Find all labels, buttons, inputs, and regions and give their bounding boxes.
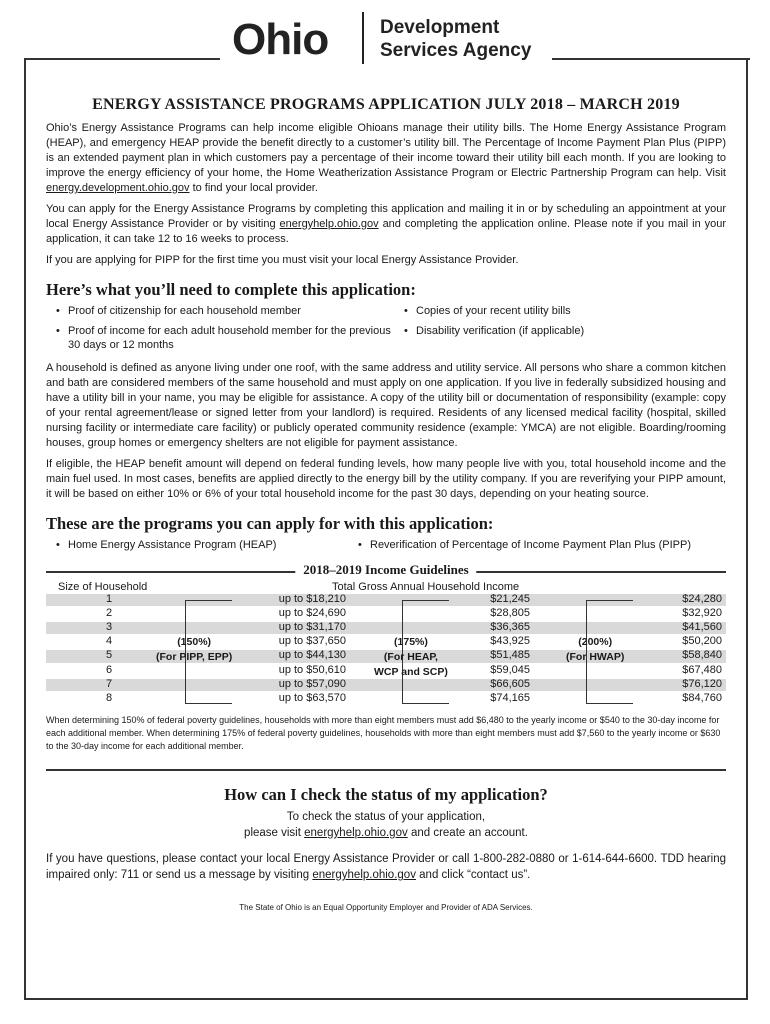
household-size-cell: 7: [105, 677, 113, 690]
label-175-percent-line: WCP and SCP): [374, 666, 448, 678]
income-175-cell: $36,365: [490, 621, 530, 634]
income-200-cell: $50,200: [682, 635, 722, 648]
income-guidelines-header: [46, 562, 726, 580]
status-line-1: To check the status of your application,: [286, 811, 486, 823]
frame-top-right: [552, 58, 750, 60]
income-175-cell: $51,485: [490, 649, 530, 662]
needs-list: [46, 304, 726, 352]
income-200-cell: $58,840: [682, 649, 722, 662]
page-title: ENERGY ASSISTANCE PROGRAMS APPLICATION JULY 2018 – MARCH 2019: [92, 96, 680, 113]
income-150-cell: up to $63,570: [278, 691, 346, 704]
household-size-cell: 4: [105, 635, 113, 648]
column-header-size: Size of Household: [58, 581, 148, 593]
income-guidelines-title: 2018–2019 Income Guidelines: [295, 562, 476, 578]
label-200-percent-line: (For HWAP): [566, 651, 625, 663]
household-size-cell: 5: [105, 649, 113, 662]
table-row: [46, 679, 726, 691]
frame-top-left: [24, 58, 220, 60]
household-size-cell: 3: [105, 621, 113, 634]
list-item: • Proof of income for each adult household member for the previous 30 days or 12 months: [46, 324, 394, 352]
income-175-cell: $21,245: [490, 593, 530, 605]
intro-paragraph-1: Ohio’s Energy Assistance Programs can help income eligible Ohioans manage their utility bills. The Home Energy Assistance Program (HEAP), and emergency HEAP provide the benefit directly to a customer’s utility bill. The Percentage of Income Payment Plan Plus (PIPP) is an extended payment plan in which customers pay a percentage of their income toward their utility bill each month. If you are looking to improve the energy efficiency of your home, the Home Weatherization Assistance Program or Electric Partnership Program can help. Visit energy.development.ohio.gov to find your local provider.: [46, 122, 726, 194]
list-item: • Home Energy Assistance Program (HEAP): [46, 538, 348, 552]
income-175-cell: $74,165: [490, 691, 530, 704]
income-200-cell: $67,480: [682, 663, 722, 676]
income-guidelines-table: [46, 580, 726, 708]
programs-list: [46, 538, 726, 552]
document-content: [46, 96, 726, 912]
label-150-percent-line: (150%): [177, 636, 212, 648]
agency-name-line2: Services Agency: [380, 40, 532, 61]
income-150-cell: up to $37,650: [278, 635, 346, 648]
section-divider: [46, 769, 726, 771]
income-150-cell: up to $44,130: [278, 649, 346, 662]
guidelines-footnote: When determining 150% of federal poverty guidelines, households with more than eight members must add $6,480 to the yearly income or $540 to the 30-day income for each additional member. When determining 175% of federal poverty guidelines, households with more than eight members must add $7,560 to the yearly income or $630 to the 30-day income for each additional member.: [46, 715, 721, 751]
energyhelp-link-2[interactable]: energyhelp.ohio.gov: [304, 827, 408, 839]
intro-paragraph-3: If you are applying for PIPP for the first time you must visit your local Energy Assistance Provider.: [46, 254, 519, 266]
household-size-cell: 1: [105, 593, 113, 605]
label-175-percent-line: (For HEAP,: [383, 651, 438, 663]
agency-name-line1: Development: [380, 17, 500, 38]
benefit-info: If eligible, the HEAP benefit amount will depend on federal funding levels, how many people live with you, total household income and the main fuel used. In most cases, benefits are applied directly to the energy bill by the utility company. If you are reverifying your PIPP amount, it will be based on either 10% or 6% of your total household income for the past 30 days, depending on your heating source.: [46, 458, 726, 500]
intro-paragraph-2: You can apply for the Energy Assistance Programs by completing this application and mailing it in or by scheduling an appointment at your local Energy Assistance Provider or by visiting energyhelp.ohio.gov and completing the application online. Please note if you mail in your application, it can take 12 to 16 weeks to process.: [46, 203, 727, 245]
table-row: [46, 622, 726, 634]
income-175-cell: $59,045: [490, 663, 530, 676]
list-item: • Disability verification (if applicable): [394, 324, 726, 352]
household-size-cell: 2: [105, 607, 113, 620]
income-200-cell: $41,560: [682, 621, 722, 634]
logo-divider: [362, 12, 364, 64]
income-200-cell: $24,280: [682, 593, 722, 605]
page-header: [0, 6, 770, 66]
contact-info: If you have questions, please contact your local Energy Assistance Provider or call 1-800-282-0880 or 1-614-644-6600. TDD hearing impaired only: 711 or send us a message by visiting energyhelp.ohio.gov and click “contact us”.: [46, 853, 726, 881]
list-item: • Proof of citizenship for each household member: [46, 304, 394, 318]
income-150-cell: up to $18,210: [278, 593, 346, 605]
income-175-cell: $43,925: [490, 635, 530, 648]
status-line-2: please visit energyhelp.ohio.gov and create an account.: [244, 827, 528, 839]
needs-heading: Here’s what you’ll need to complete this application:: [46, 280, 416, 299]
household-size-cell: 6: [105, 663, 113, 676]
label-175-percent-line: (175%): [394, 636, 428, 648]
income-150-cell: up to $50,610: [278, 663, 346, 676]
label-200-percent: [566, 635, 624, 665]
energyhelp-link-3[interactable]: energyhelp.ohio.gov: [312, 869, 416, 881]
income-200-cell: $32,920: [682, 607, 722, 620]
income-200-cell: $76,120: [682, 677, 722, 690]
energy-development-link[interactable]: energy.development.ohio.gov: [46, 182, 190, 194]
list-item: • Copies of your recent utility bills: [394, 304, 726, 318]
column-header-total-income: Total Gross Annual Household Income: [332, 581, 520, 593]
footer-text: The State of Ohio is an Equal Opportunity Employer and Provider of ADA Services.: [239, 903, 533, 912]
ohio-logo: Ohio: [232, 15, 329, 64]
label-150-percent: [156, 635, 232, 665]
label-175-percent: [374, 635, 448, 680]
income-150-cell: up to $31,170: [278, 621, 346, 634]
income-150-cell: up to $57,090: [278, 677, 346, 690]
programs-heading: These are the programs you can apply for with this application:: [46, 514, 494, 533]
income-175-cell: $66,605: [490, 677, 530, 690]
table-row: [46, 608, 726, 620]
label-200-percent-line: (200%): [578, 636, 613, 648]
income-200-cell: $84,760: [682, 691, 722, 704]
household-size-cell: 8: [105, 691, 113, 704]
income-175-cell: $28,805: [490, 607, 530, 620]
energyhelp-link-1[interactable]: energyhelp.ohio.gov: [279, 218, 379, 230]
label-150-percent-line: (For PIPP, EPP): [156, 651, 233, 663]
status-instructions: [46, 809, 726, 841]
income-150-cell: up to $24,690: [278, 607, 346, 620]
agency-name: [380, 16, 531, 62]
status-heading: How can I check the status of my application?: [224, 785, 548, 804]
list-item: • Reverification of Percentage of Income Payment Plan Plus (PIPP): [348, 538, 726, 552]
household-definition: A household is defined as anyone living under one roof, with the same address and utility service. All persons who share a common kitchen and bath are considered members of the same household and must apply on one application. If you live in federally subsidized housing and have a utility bill in your name, you may be eligible for assistance. A copy of the utility bill or documentation of responsibility (example: copy of your rental agreement/lease or signed letter from your landlord) is required. Residents of any licensed medical facility (hospital, skilled nursing facility or intermediate care facility) or publicly operated community residence (example: YMCA) are not eligible. Boarding/rooming houses, group homes or emergency shelters are not eligible for payment assistance.: [46, 362, 726, 449]
